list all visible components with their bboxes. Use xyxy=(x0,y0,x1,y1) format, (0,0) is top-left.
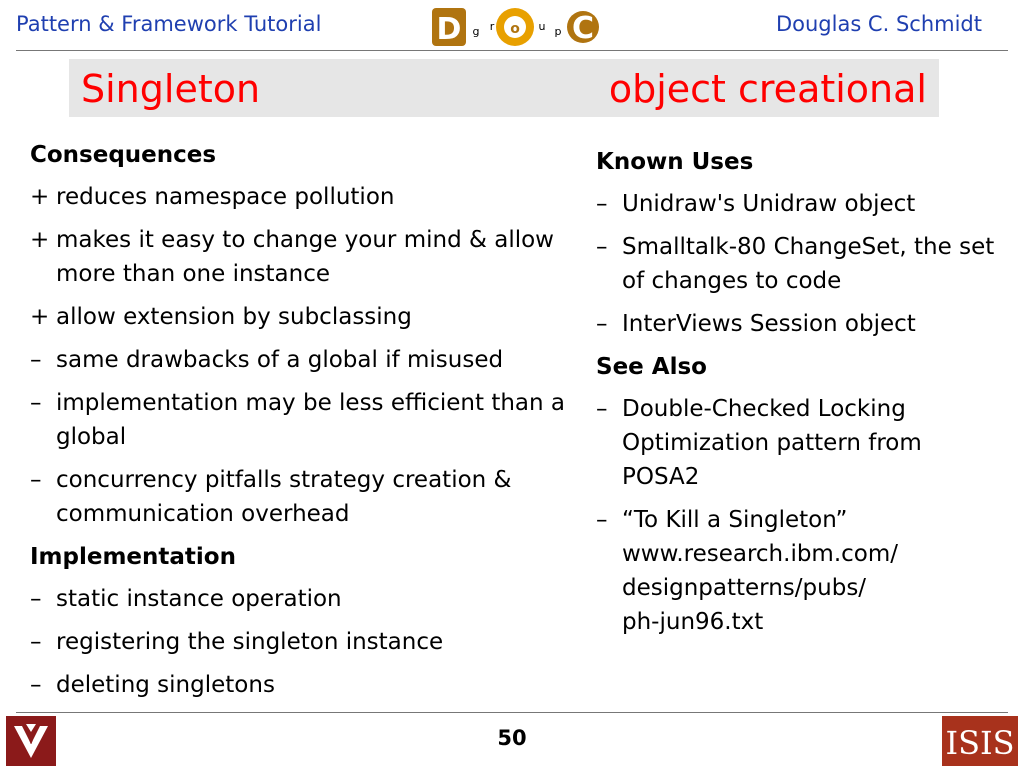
bullet-item xyxy=(596,307,1006,341)
reference-url-part: www.research.ibm.com/ xyxy=(622,541,899,567)
logo-letter-o: o xyxy=(510,21,520,37)
header-right-text: Douglas C. Schmidt xyxy=(775,12,982,36)
bullet-mark: – xyxy=(596,191,608,217)
bullet-item xyxy=(596,392,1006,494)
bullet-mark: + xyxy=(30,227,50,253)
bullet-item xyxy=(30,180,570,214)
bullet-text: makes it easy to change your mind & allow more than one instance xyxy=(56,227,554,287)
bullet-text: Double-Checked Locking Optimization pattern from POSA2 xyxy=(622,396,922,490)
bullet-mark: – xyxy=(596,311,608,337)
see-also-heading: See Also xyxy=(596,354,707,380)
bullet-item xyxy=(30,625,570,659)
bullet-mark: – xyxy=(30,390,42,416)
logo-letter-g: g xyxy=(472,25,480,38)
reference-title: “To Kill a Singleton” xyxy=(622,507,848,533)
bullet-text: Unidraw's Unidraw object xyxy=(622,191,916,217)
bullet-item xyxy=(596,187,1006,221)
isis-logo xyxy=(942,716,1018,766)
logo-letter-u: u xyxy=(538,20,546,33)
bullet-text: deleting singletons xyxy=(56,672,275,698)
right-column xyxy=(596,145,1006,648)
title-bar xyxy=(69,59,939,117)
bullet-mark: + xyxy=(30,184,50,210)
header-divider xyxy=(16,50,1008,51)
bullet-item xyxy=(30,463,570,531)
bullet-item xyxy=(30,300,570,334)
consequences-heading: Consequences xyxy=(30,142,217,168)
footer-divider xyxy=(16,712,1008,713)
implementation-heading: Implementation xyxy=(30,544,236,570)
reference-url-part: ph-jun96.txt xyxy=(622,609,764,635)
bullet-text: concurrency pitfalls strategy creation & communication overhead xyxy=(56,467,512,527)
logo-letter-c: C xyxy=(571,11,595,46)
bullet-text: InterViews Session object xyxy=(622,311,916,337)
bullet-item xyxy=(30,343,570,377)
left-column xyxy=(30,138,570,711)
reference-url-part: designpatterns/pubs/ xyxy=(622,575,867,601)
bullet-mark: – xyxy=(30,586,42,612)
logo-letter-p: p xyxy=(554,25,562,38)
bullet-item xyxy=(30,223,570,291)
bullet-mark: + xyxy=(30,304,50,330)
bullet-text: reduces namespace pollution xyxy=(56,184,395,210)
bullet-mark: – xyxy=(596,396,608,422)
page-number: 50 xyxy=(497,726,527,750)
bullet-mark: – xyxy=(30,672,42,698)
bullet-text: allow extension by subclassing xyxy=(56,304,412,330)
bullet-text xyxy=(622,503,1006,639)
logo-letter-r: r xyxy=(489,20,495,33)
slide-category: object creational xyxy=(608,67,927,111)
bullet-mark: – xyxy=(596,234,608,260)
bullet-item xyxy=(596,503,1006,639)
bullet-mark: – xyxy=(30,629,42,655)
bullet-mark: – xyxy=(30,467,42,493)
bullet-item xyxy=(30,582,570,616)
known-uses-heading: Known Uses xyxy=(596,149,754,175)
bullet-text: same drawbacks of a global if misused xyxy=(56,347,504,373)
bullet-text: static instance operation xyxy=(56,586,342,612)
bullet-text: Smalltalk-80 ChangeSet, the set of changes to code xyxy=(622,234,995,294)
header-left-text: Pattern & Framework Tutorial xyxy=(16,12,322,36)
bullet-text: registering the singleton instance xyxy=(56,629,444,655)
slide-title: Singleton xyxy=(81,67,261,111)
doc-group-logo xyxy=(430,2,600,50)
vu-logo-letter: V xyxy=(28,739,34,746)
bullet-text: implementation may be less efficient than a global xyxy=(56,390,565,450)
logo-letter-d: D xyxy=(436,12,462,47)
bullet-mark: – xyxy=(596,507,608,533)
bullet-item xyxy=(30,668,570,702)
bullet-item xyxy=(596,230,1006,298)
bullet-mark: – xyxy=(30,347,42,373)
bullet-item xyxy=(30,386,570,454)
isis-logo-text: ISIS xyxy=(945,724,1015,762)
